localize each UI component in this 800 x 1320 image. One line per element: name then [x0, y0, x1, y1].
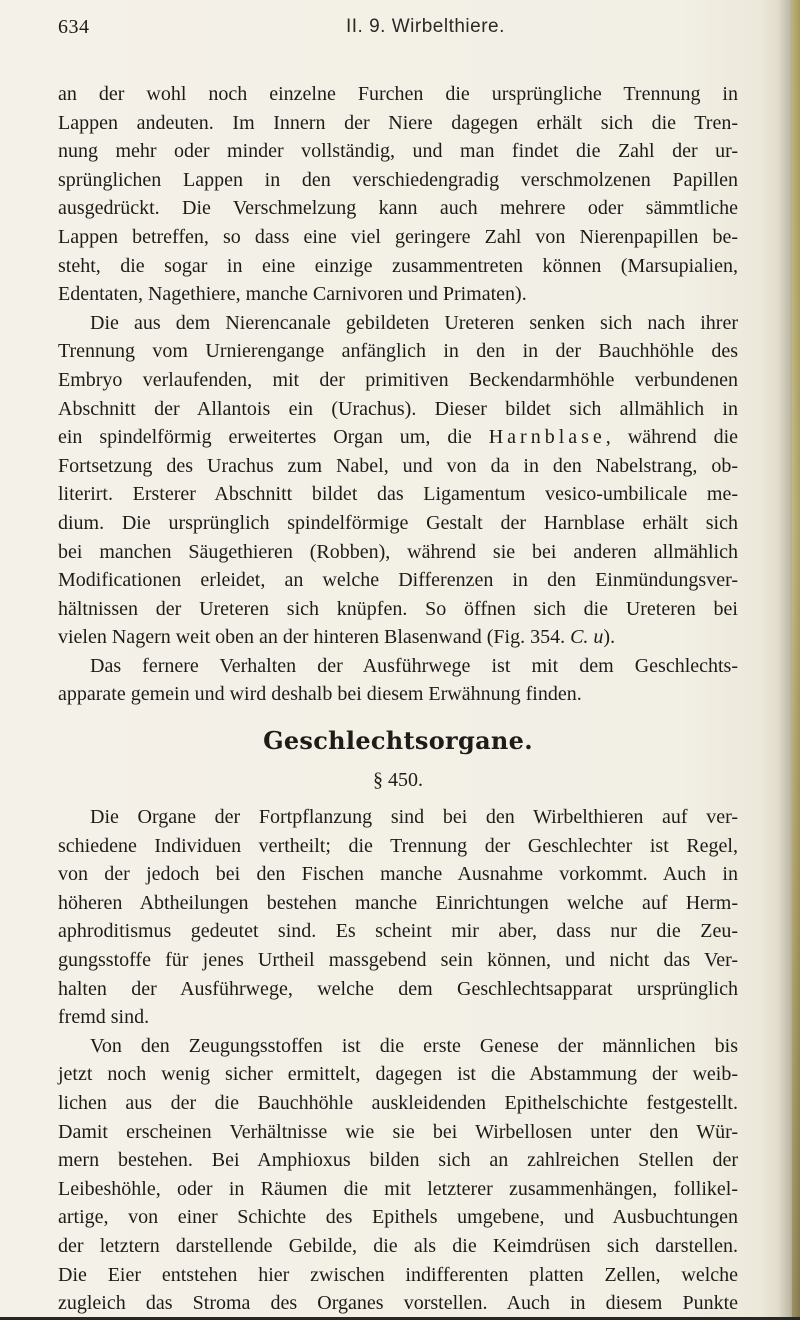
text-line: lichen aus der die Bauchhöhle auskleidenden Epithelschichte festgestellt.	[58, 1092, 738, 1114]
text-segment: ein spindelförmig erweitertes Organ um, die	[58, 426, 472, 449]
text-line: Die aus dem Nierencanale gebildeten Ureteren senken sich nach ihrer	[90, 311, 738, 334]
text-line	[58, 423, 738, 452]
text-line: ausgedrückt. Die Verschmelzung kann auch mehrere oder sämmtliche	[58, 197, 738, 220]
text-line: artige, von einer Schichte des Epithels umgebene, und Ausbuchtungen	[58, 1206, 738, 1229]
text-line: steht, die sogar in eine einzige zusammentreten können (Marsupialien,	[58, 254, 738, 277]
figure-reference: C. u	[570, 626, 604, 649]
text-line: Das fernere Verhalten der Ausführwege ist mit dem Geschlechts-	[90, 654, 738, 677]
text-segment: vielen Nagern weit oben an der hinteren Blasenwand (Fig. 354.	[58, 626, 566, 649]
text-line: von der jedoch bei den Fischen manche Ausnahme vorkommt. Auch in	[58, 863, 738, 886]
page-number: 634	[58, 16, 90, 38]
paragraph-5	[58, 1032, 738, 1318]
text-line: Die Eier entstehen hier zwischen indifferenten platten Zellen, welche	[58, 1263, 738, 1286]
text-line: Trennung vom Urnierengange anfänglich in den in der Bauchhöhle des	[58, 340, 738, 363]
spaced-term: Harnblase	[488, 426, 606, 449]
text-line: Abschnitt der Allantois ein (Urachus). Dieser bildet sich allmählich in	[58, 397, 738, 420]
text-line: fremd sind.	[58, 1006, 150, 1029]
text-line: hältnissen der Ureteren sich knüpfen. So öffnen sich die Ureteren bei	[58, 597, 738, 620]
text-line: an der wohl noch einzelne Furchen die ursprüngliche Trennung in	[58, 83, 738, 105]
text-line: Damit erscheinen Verhältnisse wie sie bei Wirbellosen unter den Wür-	[58, 1120, 738, 1143]
text-line: bei manchen Säugethieren (Robben), während sie bei anderen allmählich	[58, 540, 738, 563]
text-line: Edentaten, Nagethiere, manche Carnivoren und Primaten).	[58, 283, 527, 306]
text-line: apparate gemein und wird deshalb bei diesem Erwähnung finden.	[58, 683, 582, 706]
text-line: mern bestehen. Bei Amphioxus bilden sich an zahlreichen Stellen der	[58, 1149, 738, 1172]
text-line: höheren Abtheilungen bestehen manche Einrichtungen welche auf Herm-	[58, 891, 738, 914]
text-line: Modificationen erleidet, an welche Differenzen in den Einmündungsver-	[58, 569, 738, 592]
text-line: Lappen andeuten. Im Innern der Niere dagegen erhält sich die Tren-	[58, 111, 738, 134]
text-line: halten der Ausführwege, welche dem Geschlechtsapparat ursprünglich	[58, 977, 738, 1000]
text-line: Leibeshöhle, oder in Räumen die mit letzterer zusammenhängen, follikel-	[58, 1177, 738, 1200]
text-line: Embryo verlaufenden, mit der primitiven Beckendarmhöhle verbundenen	[58, 368, 738, 391]
paragraph-2	[58, 309, 738, 652]
text-line: gungsstoffe für jenes Urtheil massgebend sein können, und nicht das Ver-	[58, 949, 738, 972]
text-line: der letztern darstellende Gebilde, die als die Keimdrüsen sich darstellen.	[58, 1234, 738, 1257]
text-line: Von den Zeugungsstoffen ist die erste Genese der männlichen bis	[90, 1034, 738, 1057]
paragraph-3	[58, 652, 738, 709]
running-head: II. 9. Wirbelthiere.	[346, 16, 505, 37]
text-line: zugleich das Stroma des Organes vorstellen. Auch in diesem Punkte	[58, 1292, 738, 1315]
paragraph-4	[58, 803, 738, 1032]
text-line: dium. Die ursprünglich spindelförmige Gestalt der Harnblase erhält sich	[58, 511, 738, 534]
text-line: sprünglichen Lappen in den verschiedengradig verschmolzenen Papillen	[58, 168, 738, 191]
page-edge-stripe	[792, 0, 800, 1320]
text-line: literirt. Ersterer Abschnitt bildet das Ligamentum vesico-umbilicale me-	[58, 483, 738, 506]
text-segment: ).	[603, 626, 616, 649]
text-line: schiedene Individuen vertheilt; die Trennung der Geschlechter ist Regel,	[58, 834, 738, 857]
text-line: Lappen betreffen, so dass eine viel geringere Zahl von Nierenpapillen be-	[58, 225, 738, 248]
body-text	[58, 80, 738, 1318]
page-header	[58, 10, 738, 40]
section-number: § 450.	[373, 769, 423, 792]
text-line: jetzt noch wenig sicher ermittelt, dagegen ist die Abstammung der weib-	[58, 1063, 738, 1086]
text-line: nung mehr oder minder vollständig, und man findet die Zahl der ur-	[58, 140, 738, 163]
section-heading: Geschlechtsorgane.	[263, 726, 533, 756]
text-segment: , während die	[605, 426, 738, 449]
text-line	[58, 623, 738, 652]
text-line: Fortsetzung des Urachus zum Nabel, und von da in den Nabelstrang, ob-	[58, 454, 738, 477]
paragraph-1	[58, 80, 738, 309]
text-line: aphroditismus gedeutet sind. Es scheint mir aber, dass nur die Zeu-	[58, 920, 738, 943]
text-line: Die Organe der Fortpflanzung sind bei den Wirbelthieren auf ver-	[90, 806, 738, 829]
